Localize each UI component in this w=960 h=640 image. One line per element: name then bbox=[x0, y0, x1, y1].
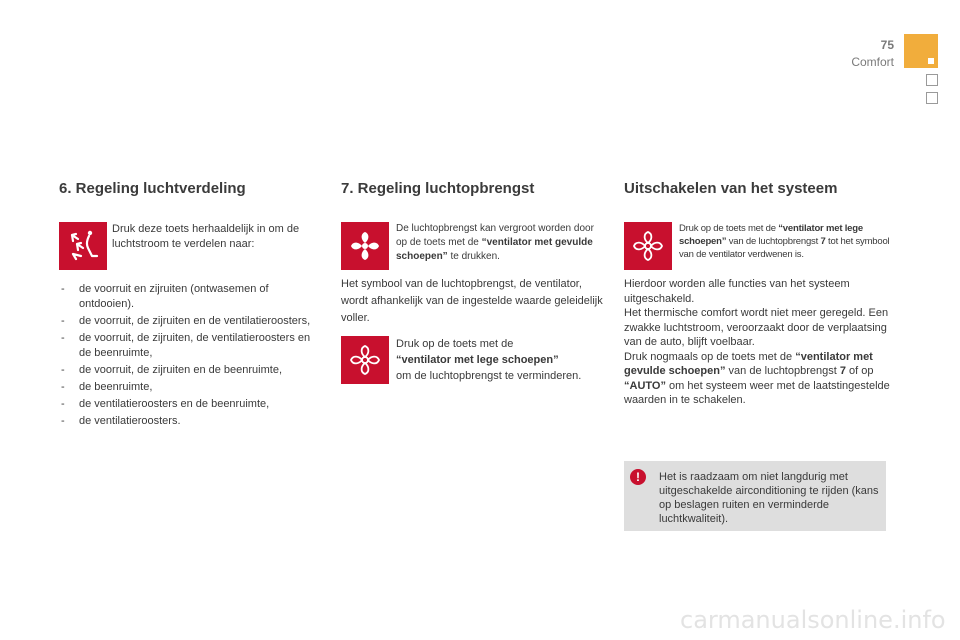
warning-icon: ! bbox=[630, 469, 646, 485]
fan-empty-icon bbox=[624, 222, 672, 270]
fan-empty-icon bbox=[341, 336, 389, 384]
section-tab bbox=[904, 34, 938, 68]
paragraph: Druk nogmaals op de toets met de “ventilator met gevulde schoepen” van de luchtopbrengst 7 of op “AUTO” om het systeem weer met de laatstingestelde waarden in te schakelen. bbox=[624, 350, 890, 406]
section-title: Comfort bbox=[851, 55, 894, 69]
list-item: - de ventilatieroosters en de beenruimte, bbox=[59, 397, 317, 412]
fan-filled-button-label: “ventilator met gevulde schoepen” bbox=[396, 237, 593, 262]
tab-box-3 bbox=[926, 92, 938, 104]
page-number: 75 bbox=[880, 38, 894, 52]
list-item: - de beenruimte, bbox=[59, 380, 317, 395]
air-distribution-icon bbox=[59, 222, 107, 270]
list-item: - de voorruit en zijruiten (ontwasemen of ontdooien). bbox=[59, 282, 317, 312]
warning-note bbox=[624, 461, 886, 531]
air-distribution-instruction: Druk deze toets herhaaldelijk in om de luchtstroom te verdelen naar: bbox=[112, 223, 300, 250]
list-item: - de ventilatieroosters. bbox=[59, 414, 317, 429]
fan-filled-icon bbox=[341, 222, 389, 270]
paragraph: Het thermische comfort wordt niet meer geregeld. Een zwakke luchtstroom, veroorzaakt door de verplaatsing van de auto, blijft voelbaar. bbox=[624, 307, 889, 348]
paragraph: Hierdoor worden alle functies van het systeem uitgeschakeld. bbox=[624, 278, 850, 305]
heading-air-flow: 7. Regeling luchtopbrengst bbox=[341, 180, 535, 197]
tab-box-2 bbox=[926, 74, 938, 86]
list-item: - de voorruit, de zijruiten en de ventilatieroosters, bbox=[59, 314, 317, 329]
warning-text: Het is raadzaam om niet langdurig met uitgeschakelde airconditioning te rijden (kans op beslagen ruiten en verminderde luchtkwaliteit). bbox=[659, 471, 879, 525]
fan-symbol-paragraph: Het symbool van de luchtopbrengst, de ventilator, wordt afhankelijk van de ingestelde waarde geleidelijk voller. bbox=[341, 278, 603, 324]
tab-marker bbox=[928, 58, 934, 64]
fan-empty-button-label: “ventilator met lege schoepen” bbox=[396, 354, 559, 366]
watermark: carmanualsonline.info bbox=[680, 606, 946, 634]
switch-off-instruction: Druk op de toets met de “ventilator met lege schoepen” van de luchtopbrengst 7 tot het symbool van de ventilator verdwenen is. bbox=[679, 223, 890, 260]
decrease-flow-text: Druk op de toets met de “ventilator met lege schoepen” om de luchtopbrengst te verminderen. bbox=[396, 338, 582, 382]
switch-off-body bbox=[624, 277, 890, 408]
heading-switch-off: Uitschakelen van het systeem bbox=[624, 180, 838, 197]
distribution-list bbox=[59, 282, 317, 431]
list-item: - de voorruit, de zijruiten, de ventilatieroosters en de beenruimte, bbox=[59, 331, 317, 361]
increase-flow-text: De luchtopbrengst kan vergroot worden door op de toets met de “ventilator met gevulde schoepen” te drukken. bbox=[396, 223, 594, 262]
list-item: - de voorruit, de zijruiten en de beenruimte, bbox=[59, 363, 317, 378]
heading-air-distribution: 6. Regeling luchtverdeling bbox=[59, 180, 246, 197]
